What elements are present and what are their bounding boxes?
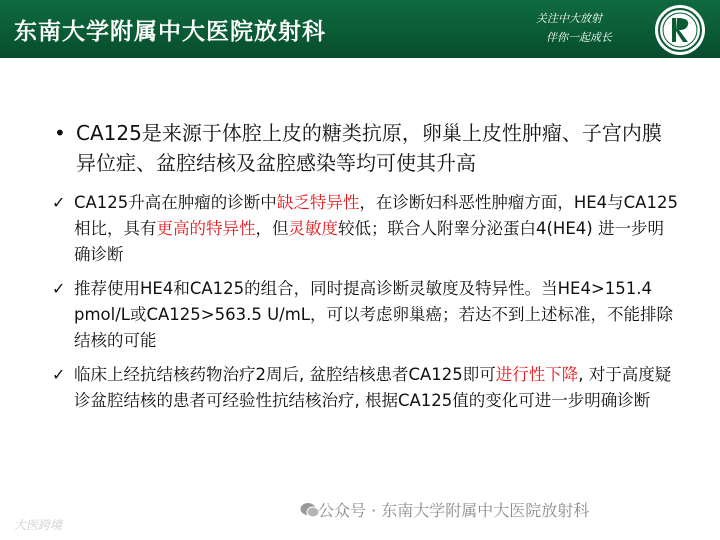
checkmark-icon: ✓ bbox=[52, 279, 66, 298]
main-bullet-text: CA125是来源于体腔上皮的糖类抗原，卵巢上皮性肿瘤、子宫内膜异位症、盆腔结核及盆腔感染等均可使其升高 bbox=[76, 121, 662, 175]
slide-header bbox=[0, 0, 720, 58]
checkmark-icon: ✓ bbox=[52, 365, 66, 384]
text-segment: 较低；联合人附睾分泌蛋白4(HE4) 进一步明确诊断 bbox=[74, 219, 664, 264]
header-title: 东南大学附属中大医院放射科 bbox=[14, 18, 326, 45]
text-segment: ，在诊断妇科恶性肿瘤方面，HE4与CA125相比，具有 bbox=[74, 193, 678, 238]
highlight-segment: 缺乏特异性 bbox=[276, 193, 360, 212]
text-segment: , 对于高度疑诊盆腔结核的患者可经验性抗结核治疗, 根据CA125值的变化可进一步明确诊断 bbox=[74, 365, 672, 410]
item-3-text bbox=[74, 365, 671, 410]
wechat-icon bbox=[300, 502, 320, 518]
header-slogan bbox=[536, 9, 646, 47]
check-item-3 bbox=[50, 362, 680, 414]
footer-watermark: 公众号 · 东南大学附属中大医院放射科 bbox=[318, 501, 590, 520]
slide-content bbox=[50, 118, 680, 422]
item-2-text: 推荐使用HE4和CA125的组合，同时提高诊断灵敏度及特异性。当HE4>151.4 pmol/L或CA125>563.5 U/mL，可以考虑卵巢癌；若达不到上述标准，不能排除结核的可能 bbox=[74, 279, 673, 350]
text-segment: ，但 bbox=[255, 219, 289, 238]
text-segment: 临床上经抗结核药物治疗2周后, 盆腔结核患者CA125即可 bbox=[74, 365, 496, 384]
check-item-1 bbox=[50, 190, 680, 268]
hospital-emblem-icon bbox=[654, 4, 706, 56]
slogan-line-2: 伴你一起成长 bbox=[546, 31, 612, 44]
bullet-dot-icon: • bbox=[54, 121, 66, 145]
main-bullet bbox=[50, 118, 680, 178]
highlight-segment: 进行性下降 bbox=[495, 365, 579, 384]
slogan-line-1: 关注中大放射 bbox=[536, 12, 602, 25]
text-segment: CA125升高在肿瘤的诊断中 bbox=[74, 193, 277, 212]
check-item-2 bbox=[50, 276, 680, 354]
corner-mark: 大医跨境 bbox=[14, 518, 63, 532]
highlight-segment: 灵敏度 bbox=[288, 219, 338, 238]
highlight-segment: 更高的特异性 bbox=[156, 219, 256, 238]
checkmark-icon: ✓ bbox=[52, 193, 66, 212]
item-1-text bbox=[74, 193, 678, 264]
